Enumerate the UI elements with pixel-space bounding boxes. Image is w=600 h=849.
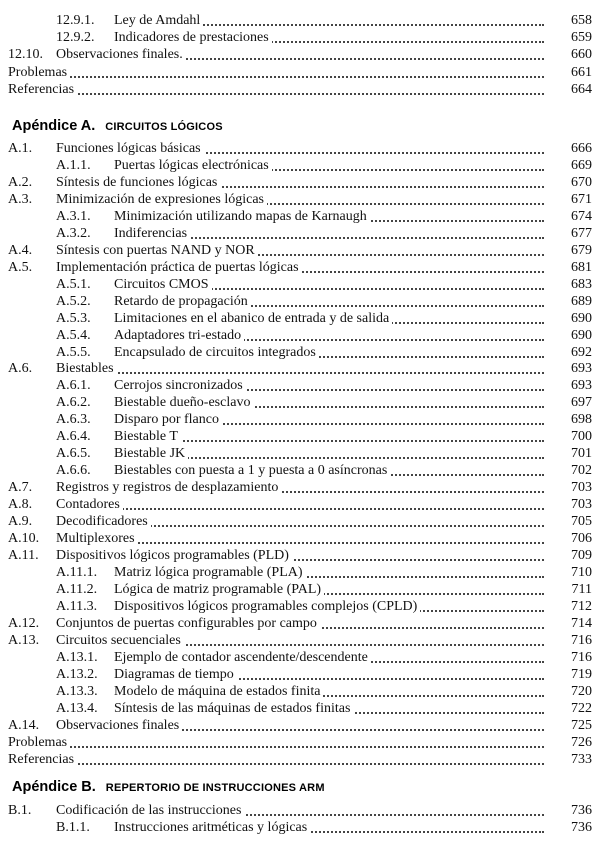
toc-leader-dots: [18, 763, 544, 765]
toc-entry: [0, 462, 600, 479]
toc-entry-number: A.3.1.: [56, 208, 91, 224]
toc-entry-page: 698: [544, 411, 592, 428]
toc-entry-number: A.7.: [8, 480, 33, 496]
toc-entry-number: A.2.: [8, 174, 33, 190]
toc-entry: [0, 581, 600, 598]
toc-entry-page: 714: [544, 615, 592, 632]
toc-entry-page: 702: [544, 462, 592, 479]
toc-entry: [0, 547, 600, 564]
toc-entry-title: Matriz lógica programable (PLA): [114, 564, 306, 581]
toc-entry-title: Conjuntos de puertas configurables por campo: [56, 615, 320, 632]
toc-entry-number: B.1.1.: [56, 820, 90, 835]
toc-entry-page: 693: [544, 377, 592, 394]
toc-entry-number: A.6.2.: [56, 395, 91, 411]
toc-entry-number: A.3.: [8, 191, 33, 207]
toc-entry-title: Indiferencias: [114, 225, 190, 242]
toc-entry-number: A.5.: [8, 259, 33, 275]
toc-entry-number: A.6.1.: [56, 378, 91, 394]
toc-leader-dots: [66, 372, 544, 374]
toc-entry-number: A.1.: [8, 141, 33, 156]
toc-entry: [0, 479, 600, 496]
toc-entry-title: Ejemplo de contador ascendente/descendente: [114, 649, 371, 666]
toc-entry-title: Minimización de expresiones lógicas: [56, 191, 267, 208]
toc-entry-page: 658: [544, 12, 592, 29]
toc-entry: [0, 496, 600, 513]
toc-entry-title: Biestable JK: [114, 445, 188, 462]
toc-entry: [0, 259, 600, 276]
toc-entry-number: A.1.1.: [56, 157, 91, 173]
toc-entry-number: A.9.: [8, 514, 33, 530]
toc-entry-page: 722: [544, 700, 592, 717]
toc-entry-page: 659: [544, 29, 592, 46]
toc-entry: [0, 445, 600, 462]
toc-entry: [0, 276, 600, 293]
toc-entry: [0, 819, 600, 836]
toc-entry-number: A.13.3.: [56, 683, 98, 699]
toc-entry-page: 697: [544, 394, 592, 411]
toc-entry-page: 709: [544, 547, 592, 564]
toc-entry-title: Biestables con puesta a 1 y puesta a 0 asíncronas: [114, 462, 390, 479]
toc-entry-number: A.14.: [8, 717, 40, 733]
appendix-a-title: CIRCUITOS LÓGICOS: [105, 121, 223, 133]
toc-entry-title: Instrucciones aritméticas y lógicas: [114, 819, 310, 836]
toc-entry: [0, 751, 600, 768]
toc-entry-number: A.13.1.: [56, 649, 98, 665]
toc-entry-title: Retardo de propagación: [114, 293, 251, 310]
toc-entry-page: 670: [544, 174, 592, 191]
toc-entry-number: A.11.3.: [56, 598, 98, 614]
toc-entry-page: 710: [544, 564, 592, 581]
toc-entry-page: 700: [544, 428, 592, 445]
toc-entry-title: Circuitos CMOS: [114, 276, 212, 293]
toc-entry-number: A.6.6.: [56, 463, 91, 479]
toc-entry-number: A.13.2.: [56, 666, 98, 682]
toc-leader-dots: [18, 93, 544, 95]
toc-entry-number: A.6.4.: [56, 429, 91, 445]
toc-entry: [0, 717, 600, 734]
toc-entry-page: 725: [544, 717, 592, 734]
toc-entry-title: Síntesis con puertas NAND y NOR: [56, 242, 258, 259]
toc-entry: [0, 64, 600, 81]
toc-entry-page: 733: [544, 751, 592, 768]
toc-entry-title: Encapsulado de circuitos integrados: [114, 344, 319, 361]
toc-entry: [0, 377, 600, 394]
toc-entry-title: Implementación práctica de puertas lógicas: [56, 259, 302, 276]
toc-entry-title: Codificación de las instrucciones: [56, 802, 244, 819]
toc-entry: [0, 513, 600, 530]
toc-entry-title: Observaciones finales: [56, 717, 182, 734]
toc-entry-number: A.3.2.: [56, 225, 91, 241]
toc-entry-page: 671: [544, 191, 592, 208]
toc-entry-page: 706: [544, 530, 592, 547]
toc-entry: [0, 140, 600, 157]
toc-entry: [0, 632, 600, 649]
toc-entry-page: 683: [544, 276, 592, 293]
toc-entry-title: Indicadores de prestaciones: [114, 29, 272, 46]
toc-entry-page: 666: [544, 140, 592, 157]
toc-entry-number: A.6.3.: [56, 412, 91, 428]
toc-entry: [0, 29, 600, 46]
toc-entry: [0, 666, 600, 683]
toc-entry-number: A.5.2.: [56, 293, 91, 309]
toc-entry: [0, 428, 600, 445]
toc-entry-title: Síntesis de las máquinas de estados finitas: [114, 700, 353, 717]
appendix-b-heading: [12, 777, 325, 797]
toc-entry: [0, 700, 600, 717]
toc-entry: [0, 225, 600, 242]
toc-entry-title: Decodificadores: [56, 513, 151, 530]
toc-entry-number: A.6.: [8, 361, 33, 377]
toc-entry-number: A.5.4.: [56, 327, 91, 343]
toc-entry-page: 703: [544, 496, 592, 513]
toc-entry-page: 705: [544, 513, 592, 530]
toc-entry: [0, 310, 600, 327]
toc-entry-number: A.4.: [8, 242, 33, 258]
toc-entry-number: 12.9.1.: [56, 13, 95, 28]
toc-leader-dots: [66, 542, 544, 544]
toc-entry-title: Registros y registros de desplazamiento: [56, 479, 281, 496]
toc-entry: [0, 564, 600, 581]
toc-entry: [0, 293, 600, 310]
toc-entry-number: A.5.1.: [56, 276, 91, 292]
toc-leader-dots: [18, 746, 544, 748]
toc-entry-page: 689: [544, 293, 592, 310]
toc-entry: [0, 12, 600, 29]
toc-entry-number: A.13.: [8, 632, 40, 648]
toc-entry-number: A.10.: [8, 531, 40, 547]
toc-entry-title: Puertas lógicas electrónicas: [114, 157, 272, 174]
toc-entry-page: 736: [544, 802, 592, 819]
toc-entry-number: A.11.2.: [56, 581, 98, 597]
toc-entry-number: 12.9.2.: [56, 30, 95, 46]
toc-entry-title: Ley de Amdahl: [114, 12, 203, 29]
toc-entry-title: Limitaciones en el abanico de entrada y de salida: [114, 310, 392, 327]
toc-entry-title: Problemas: [8, 734, 70, 751]
toc-entry: [0, 649, 600, 666]
toc-entry-number: 12.10.: [8, 47, 43, 63]
toc-entry-page: 736: [544, 819, 592, 836]
toc-entry-page: 674: [544, 208, 592, 225]
toc-entry-title: Dispositivos lógicos programables complejos (CPLD): [114, 598, 420, 615]
toc-entry-page: 690: [544, 327, 592, 344]
appendix-a-label: Apéndice A.: [12, 118, 96, 134]
toc-entry-title: Biestables: [56, 360, 117, 377]
appendix-a-heading: [12, 116, 223, 136]
toc-entry-title: Referencias: [8, 81, 77, 98]
toc-entry: [0, 530, 600, 547]
toc-entry-page: 712: [544, 598, 592, 615]
toc-entry-page: 690: [544, 310, 592, 327]
toc-entry: [0, 394, 600, 411]
toc-entry-page: 719: [544, 666, 592, 683]
toc-entry: [0, 46, 600, 63]
toc-entry-title: Dispositivos lógicos programables (PLD): [56, 547, 292, 564]
toc-entry-page: 679: [544, 242, 592, 259]
toc-entry-number: A.5.5.: [56, 344, 91, 360]
toc-entry: [0, 174, 600, 191]
toc-entry-number: A.13.4.: [56, 700, 98, 716]
toc-entry-title: Problemas: [8, 64, 70, 81]
toc-entry: [0, 191, 600, 208]
toc-entry-number: B.1.: [8, 803, 32, 818]
toc-entry: [0, 734, 600, 751]
toc-entry-page: 711: [544, 581, 592, 598]
toc-entry-page: 716: [544, 632, 592, 649]
toc-entry-page: 677: [544, 225, 592, 242]
toc-entry: [0, 81, 600, 98]
toc-entry-title: Disparo por flanco: [114, 411, 222, 428]
appendix-b-label: Apéndice B.: [12, 779, 96, 795]
toc-entry-title: Minimización utilizando mapas de Karnaugh: [114, 208, 370, 225]
toc-entry-title: Adaptadores tri-estado: [114, 327, 244, 344]
toc-entry: [0, 683, 600, 700]
toc-entry-page: 681: [544, 259, 592, 276]
toc-entry-number: A.12.: [8, 615, 40, 631]
toc-entry-page: 664: [544, 81, 592, 98]
toc-entry-title: Cerrojos sincronizados: [114, 377, 246, 394]
toc-entry-page: 693: [544, 360, 592, 377]
toc-entry-page: 701: [544, 445, 592, 462]
toc-entry-title: Circuitos secuenciales: [56, 632, 184, 649]
toc-entry-title: Síntesis de funciones lógicas: [56, 174, 220, 191]
toc-entry-number: A.6.5.: [56, 446, 91, 462]
toc-entry: [0, 598, 600, 615]
toc-entry: [0, 208, 600, 225]
toc-entry-page: 692: [544, 344, 592, 361]
toc-entry-page: 716: [544, 649, 592, 666]
toc-leader-dots: [18, 76, 544, 78]
toc-entry-title: Biestable dueño-esclavo: [114, 394, 253, 411]
toc-leader-dots: [66, 508, 544, 510]
toc-entry-page: 669: [544, 157, 592, 174]
toc-entry: [0, 615, 600, 632]
toc-entry-title: Referencias: [8, 751, 77, 768]
toc-entry: [0, 344, 600, 361]
toc-entry-title: Multiplexores: [56, 530, 138, 547]
appendix-b-title: REPERTORIO DE INSTRUCCIONES ARM: [105, 782, 325, 794]
toc-entry: [0, 157, 600, 174]
toc-entry: [0, 411, 600, 428]
toc-entry-title: Diagramas de tiempo: [114, 666, 237, 683]
toc-entry-page: 726: [544, 734, 592, 751]
toc-entry-title: Funciones lógicas básicas: [56, 140, 204, 157]
toc-entry-number: A.5.3.: [56, 310, 91, 326]
toc-leader-dots: [124, 440, 544, 442]
toc-entry-title: Biestable T: [114, 428, 181, 445]
toc-entry-number: A.11.1.: [56, 565, 98, 580]
toc-entry-page: 660: [544, 46, 592, 63]
toc-entry: [0, 360, 600, 377]
toc-entry-number: A.8.: [8, 497, 33, 513]
toc-entry: [0, 802, 600, 819]
toc-entry-title: Contadores: [56, 496, 123, 513]
toc-entry-title: Lógica de matriz programable (PAL): [114, 581, 324, 598]
toc-entry-title: Modelo de máquina de estados finita: [114, 683, 323, 700]
toc-entry-number: A.11.: [8, 548, 39, 564]
toc-entry-page: 720: [544, 683, 592, 700]
toc-entry: [0, 327, 600, 344]
toc-entry-page: 661: [544, 64, 592, 81]
toc-entry-title: Observaciones finales.: [56, 46, 186, 63]
toc-entry-page: 703: [544, 479, 592, 496]
toc-entry: [0, 242, 600, 259]
